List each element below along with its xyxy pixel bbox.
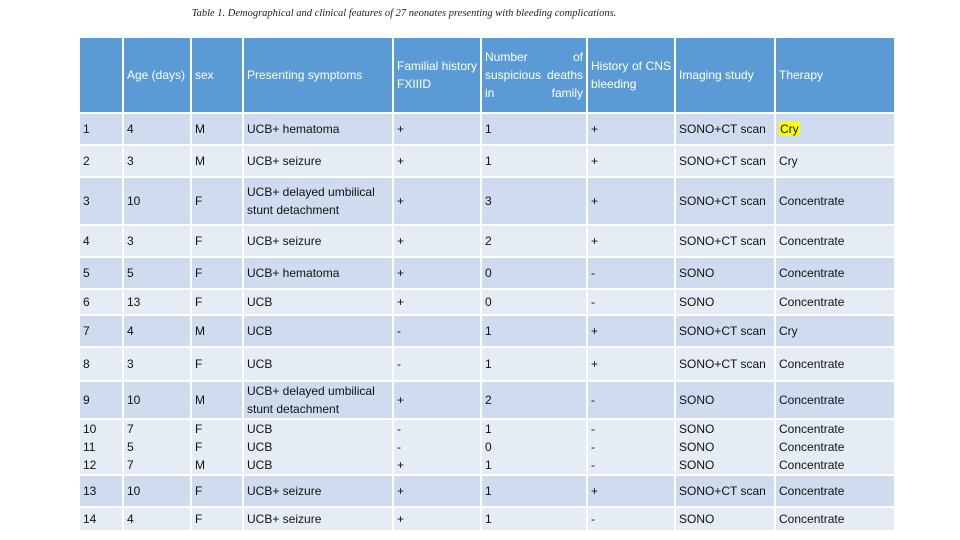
cell-index: 8: [79, 347, 123, 381]
cell-deaths: 1: [481, 507, 587, 531]
cell-therapy: Concentrate: [775, 347, 895, 381]
cell-deaths: 1: [481, 113, 587, 145]
cell-imaging: SONO+CT scan: [675, 475, 775, 507]
cell-therapy: Concentrate: [775, 289, 895, 315]
cell-age: 13: [123, 289, 191, 315]
table-row: [79, 145, 895, 177]
table-caption: Table 1. Demographical and clinical features of 27 neonates presenting with bleeding complications.: [191, 8, 617, 19]
stacked-value: M: [195, 458, 205, 472]
cell-index: 7: [79, 315, 123, 347]
neonates-table: [78, 36, 896, 532]
cell-familial: +: [393, 507, 481, 531]
stacked-value: 11: [83, 440, 96, 454]
cell-familial: +: [393, 145, 481, 177]
cell-age: 3: [123, 225, 191, 257]
cell-cns: +: [587, 315, 675, 347]
cell-imaging: SONO+CT scan: [675, 347, 775, 381]
cell-cns: +: [587, 225, 675, 257]
table-row: [79, 475, 895, 507]
cell-cns: -: [587, 381, 675, 419]
cell-age: 3: [123, 145, 191, 177]
cell-therapy: Cry: [775, 145, 895, 177]
stacked-value: 7: [127, 422, 134, 436]
stacked-value: 1: [485, 458, 492, 472]
cell-cns: -: [587, 507, 675, 531]
cell-age: 10: [123, 381, 191, 419]
cell-deaths: 0: [481, 257, 587, 289]
cell-sex: M: [191, 315, 243, 347]
table-row: [79, 113, 895, 145]
cell-symptoms: UCB+ seizure: [243, 145, 393, 177]
cell-therapy: Concentrate: [775, 381, 895, 419]
cell-cns: +: [587, 475, 675, 507]
cell-sex: M: [191, 145, 243, 177]
cell-deaths: 1: [481, 347, 587, 381]
header-index: [79, 37, 123, 113]
cell-imaging: SONO: [675, 381, 775, 419]
cell-deaths: 1: [481, 315, 587, 347]
stacked-value: -: [397, 422, 401, 436]
header-presenting-symptoms: Presenting symptoms: [243, 37, 393, 113]
cell-index: 13: [79, 475, 123, 507]
stacked-value: SONO: [679, 440, 715, 454]
cell-familial: +: [393, 257, 481, 289]
cell-index: 5: [79, 257, 123, 289]
stacked-value: UCB: [247, 458, 273, 472]
header-suspicious-deaths: Number of suspicious deaths in family: [481, 37, 587, 113]
stacked-value: SONO: [679, 422, 715, 436]
stacked-value: -: [591, 422, 595, 436]
cell-age: 4: [123, 507, 191, 531]
stacked-value: -: [591, 440, 595, 454]
cell-cns: +: [587, 177, 675, 225]
cell-index: 14: [79, 507, 123, 531]
cell-imaging: SONO+CT scan: [675, 145, 775, 177]
stacked-value: 5: [127, 440, 134, 454]
cell-symptoms: UCB+ hematoma: [243, 113, 393, 145]
cell-imaging: SONO+CT scan: [675, 113, 775, 145]
cell-familial: +: [393, 113, 481, 145]
cell-symptoms: UCB+ seizure: [243, 475, 393, 507]
stacked-value: 10: [83, 422, 97, 436]
table-row: [79, 225, 895, 257]
table-header-row: [79, 37, 895, 113]
cell-age: 10: [123, 475, 191, 507]
cell-symptoms: UCB+ delayed umbilical stunt detachment: [243, 381, 393, 419]
cell-therapy: Concentrate: [775, 177, 895, 225]
cell-age: 4: [123, 113, 191, 145]
table-row-merged: [79, 419, 895, 475]
cell-deaths: 2: [481, 225, 587, 257]
header-sex: sex: [191, 37, 243, 113]
cell-therapy: [775, 113, 895, 145]
cell-therapy: Concentrate: [775, 475, 895, 507]
stacked-value: Concentrate: [779, 440, 845, 454]
header-imaging-study: Imaging study: [675, 37, 775, 113]
header-therapy: Therapy: [775, 37, 895, 113]
header-cns-bleeding: History of CNS bleeding: [587, 37, 675, 113]
cell-age: [123, 419, 191, 475]
cell-therapy: [775, 419, 895, 475]
table-row: [79, 177, 895, 225]
table-row: [79, 315, 895, 347]
cell-cns: [587, 419, 675, 475]
cell-familial: +: [393, 225, 481, 257]
cell-imaging: [675, 419, 775, 475]
cell-sex: F: [191, 347, 243, 381]
cell-symptoms: UCB+ seizure: [243, 507, 393, 531]
cell-cns: +: [587, 145, 675, 177]
cell-symptoms: UCB+ delayed umbilical stunt detachment: [243, 177, 393, 225]
cell-imaging: SONO: [675, 507, 775, 531]
cell-cns: +: [587, 113, 675, 145]
cell-index: 3: [79, 177, 123, 225]
cell-imaging: SONO: [675, 257, 775, 289]
stacked-value: UCB: [247, 440, 273, 454]
cell-deaths: 1: [481, 145, 587, 177]
cell-therapy: Cry: [775, 315, 895, 347]
cell-imaging: SONO+CT scan: [675, 315, 775, 347]
table-row: [79, 289, 895, 315]
stacked-value: Concentrate: [779, 458, 845, 472]
cell-index: 9: [79, 381, 123, 419]
cell-sex: M: [191, 113, 243, 145]
cell-symptoms: UCB: [243, 289, 393, 315]
cell-sex: M: [191, 381, 243, 419]
cell-symptoms: [243, 419, 393, 475]
cell-deaths: 0: [481, 289, 587, 315]
header-familial-history: Familial history FXIIID: [393, 37, 481, 113]
stacked-value: 1: [485, 422, 492, 436]
cell-age: 3: [123, 347, 191, 381]
table-row: [79, 507, 895, 531]
table-row: [79, 381, 895, 419]
cell-familial: -: [393, 347, 481, 381]
table-row: [79, 257, 895, 289]
cell-cns: -: [587, 257, 675, 289]
stacked-value: UCB: [247, 422, 273, 436]
cell-familial: +: [393, 381, 481, 419]
cell-familial: +: [393, 289, 481, 315]
cell-deaths: 2: [481, 381, 587, 419]
cell-index: 2: [79, 145, 123, 177]
cell-age: 5: [123, 257, 191, 289]
stacked-value: SONO: [679, 458, 715, 472]
cell-symptoms: UCB: [243, 315, 393, 347]
cell-imaging: SONO+CT scan: [675, 177, 775, 225]
cell-age: 4: [123, 315, 191, 347]
cell-familial: +: [393, 177, 481, 225]
table-row: [79, 347, 895, 381]
stacked-value: F: [195, 440, 203, 454]
cell-cns: -: [587, 289, 675, 315]
cell-deaths: 1: [481, 475, 587, 507]
cell-sex: F: [191, 507, 243, 531]
cell-familial: -: [393, 315, 481, 347]
cell-imaging: SONO: [675, 289, 775, 315]
highlighted-therapy: Cry: [780, 122, 799, 136]
stacked-value: Concentrate: [779, 422, 845, 436]
stacked-value: 0: [485, 440, 492, 454]
cell-sex: F: [191, 257, 243, 289]
cell-therapy: Concentrate: [775, 257, 895, 289]
cell-deaths: 3: [481, 177, 587, 225]
cell-symptoms: UCB+ hematoma: [243, 257, 393, 289]
stacked-value: 7: [127, 458, 134, 472]
cell-deaths: [481, 419, 587, 475]
cell-sex: [191, 419, 243, 475]
cell-familial: +: [393, 475, 481, 507]
stacked-value: -: [591, 458, 595, 472]
cell-cns: +: [587, 347, 675, 381]
cell-symptoms: UCB: [243, 347, 393, 381]
cell-sex: F: [191, 475, 243, 507]
cell-index: [79, 419, 123, 475]
cell-sex: F: [191, 177, 243, 225]
stacked-value: F: [195, 422, 203, 436]
cell-index: 1: [79, 113, 123, 145]
cell-age: 10: [123, 177, 191, 225]
stacked-value: +: [397, 458, 405, 472]
cell-sex: F: [191, 225, 243, 257]
cell-symptoms: UCB+ seizure: [243, 225, 393, 257]
cell-therapy: Concentrate: [775, 507, 895, 531]
cell-index: 4: [79, 225, 123, 257]
stacked-value: -: [397, 440, 401, 454]
cell-imaging: SONO+CT scan: [675, 225, 775, 257]
header-age: Age (days): [123, 37, 191, 113]
cell-sex: F: [191, 289, 243, 315]
cell-therapy: Concentrate: [775, 225, 895, 257]
cell-familial: [393, 419, 481, 475]
cell-index: 6: [79, 289, 123, 315]
stacked-value: 12: [83, 458, 97, 472]
